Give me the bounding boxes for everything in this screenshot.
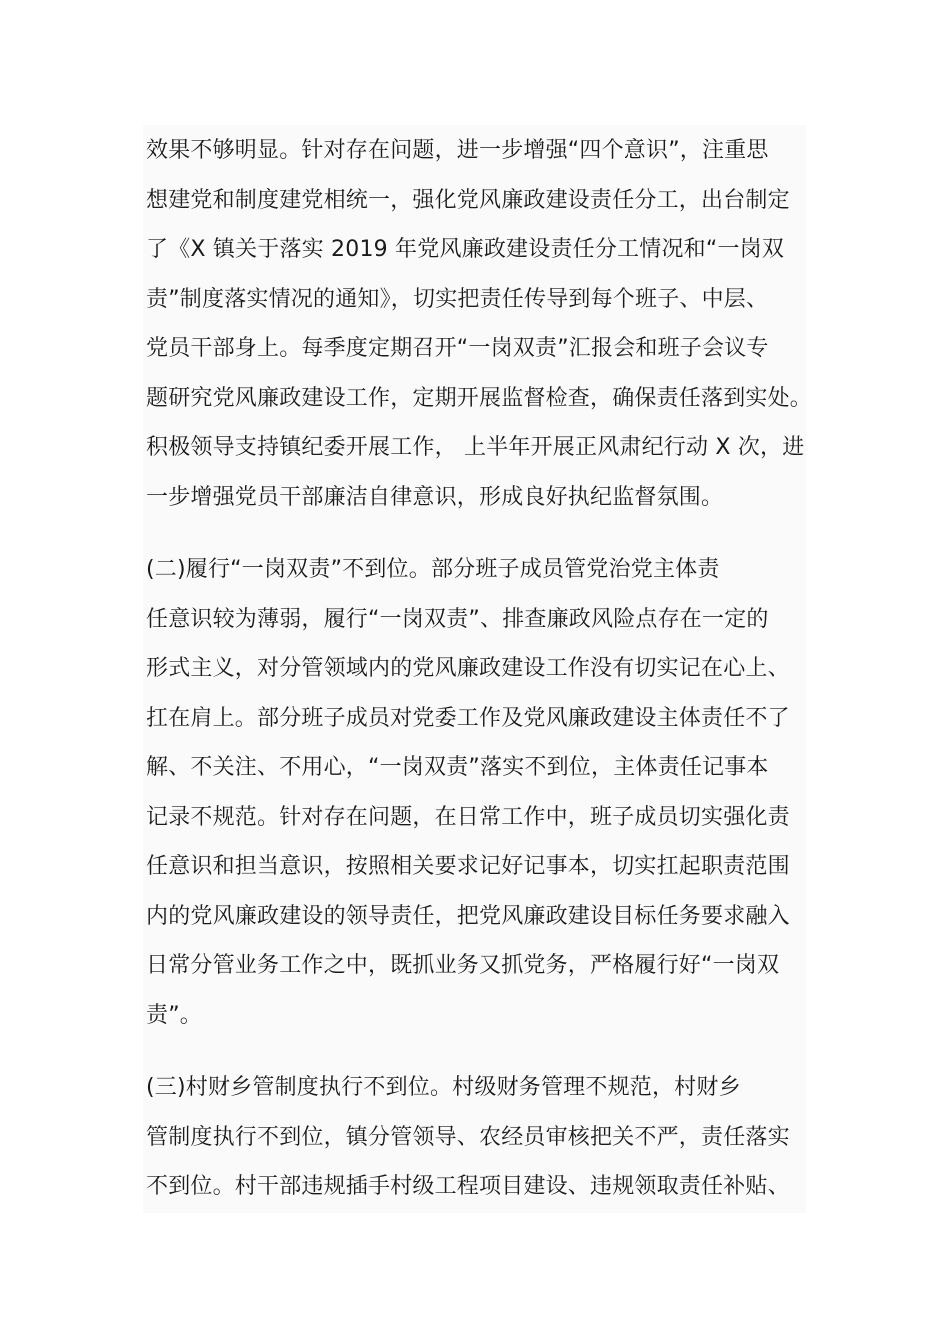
- text-line: 形式主义，对分管领域内的党风廉政建设工作没有切实记在心上、: [146, 656, 790, 681]
- text-line: (三)村财乡管制度执行不到位。村级财务管理不规范，村财乡: [146, 1075, 741, 1100]
- text-line: 内的党风廉政建设的领导责任，把党风廉政建设目标任务要求融入: [146, 904, 790, 929]
- text-line: 日常分管业务工作之中，既抓业务又抓党务，严格履行好“一岗双: [146, 953, 780, 978]
- text-line: 效果不够明显。针对存在问题，进一步增强“四个意识”，注重思: [146, 138, 769, 163]
- text-line: 解、不关注、不用心，“一岗双责”落实不到位，主体责任记事本: [146, 755, 769, 780]
- text-line: 了《X 镇关于落实 2019 年党风廉政建设责任分工情况和“一岗双: [146, 237, 785, 262]
- text-line: 积极领导支持镇纪委开展工作， 上半年开展正风肃纪行动 X 次，进: [146, 435, 805, 460]
- text-line: (二)履行“一岗双责”不到位。部分班子成员管党治党主体责: [146, 557, 720, 582]
- text-line: 任意识和担当意识，按照相关要求记好记事本，切实扛起职责范围: [146, 854, 790, 879]
- text-line: 想建党和制度建党相统一，强化党风廉政建设责任分工，出台制定: [146, 188, 790, 213]
- text-line: 责”制度落实情况的通知》，切实把责任传导到每个班子、中层、: [146, 287, 769, 312]
- text-line: 记录不规范。针对存在问题，在日常工作中，班子成员切实强化责: [146, 805, 790, 830]
- text-line: 题研究党风廉政建设工作，定期开展监督检查，确保责任落到实处。: [146, 386, 813, 411]
- text-line: 一步增强党员干部廉洁自律意识，形成良好执纪监督氛围。: [146, 485, 724, 510]
- text-line: 扛在肩上。部分班子成员对党委工作及党风廉政建设主体责任不了: [146, 706, 790, 731]
- text-line: 党员干部身上。每季度定期召开“一岗双责”汇报会和班子会议专: [146, 336, 769, 361]
- text-line: 不到位。村干部违规插手村级工程项目建设、违规领取责任补贴、: [146, 1174, 790, 1199]
- text-line: 任意识较为薄弱，履行“一岗双责”、排查廉政风险点存在一定的: [146, 607, 769, 632]
- text-line: 管制度执行不到位，镇分管领导、农经员审核把关不严，责任落实: [146, 1125, 790, 1150]
- text-line: 责”。: [146, 1003, 202, 1028]
